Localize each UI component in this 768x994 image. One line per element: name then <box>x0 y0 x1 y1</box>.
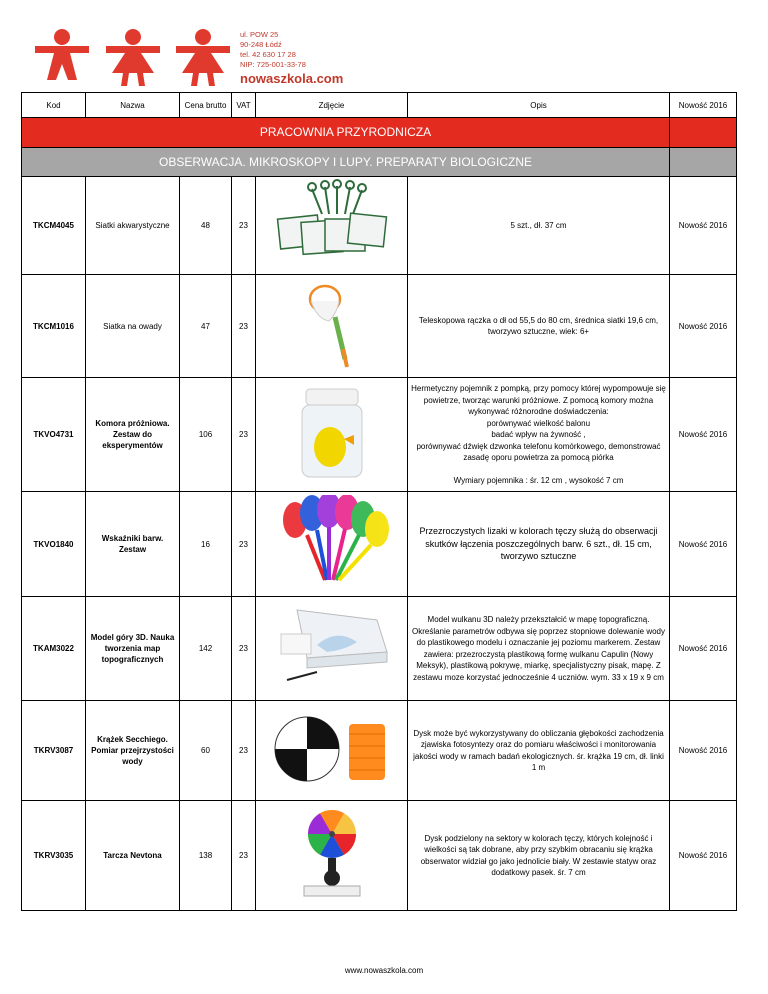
description-line: porównywać dźwięk dzwonka telefonu komórkowego, demonstrować zasadę oporu powietrza za pomocą piórka <box>416 441 661 462</box>
product-new-badge: Nowość 2016 <box>670 378 737 492</box>
description-dimensions: Wymiary pojemnika : śr. 12 cm , wysokość 7 cm <box>453 475 624 485</box>
product-description: Dysk podzielony na sektory w kolorach tęczy, których kolejność i wielkości są tak dobrane, aby przy szybkim obracaniu się krążka obserwator widział go jako jednolicie biały. W zestawie statyw oraz dodatkowy pasek. śr. 7 cm <box>408 801 670 911</box>
col-header-vat: VAT <box>232 93 256 118</box>
product-price: 47 <box>180 275 232 378</box>
col-header-new: Nowość 2016 <box>670 93 737 118</box>
product-code: TKVO4731 <box>22 378 86 492</box>
product-code: TKVO1840 <box>22 492 86 597</box>
table-header-row <box>22 93 737 118</box>
col-header-name: Nazwa <box>86 93 180 118</box>
product-price: 106 <box>180 378 232 492</box>
product-photo <box>256 597 408 701</box>
secchi-disk-image <box>267 704 397 794</box>
product-new-badge: Nowość 2016 <box>670 177 737 275</box>
product-description: Dysk może być wykorzystywany do obliczania głębokości zachodzenia zjawiska fotosyntezy oraz do pomiaru właściwości i monitorowania jakości wody w ramach badań ekologicznych. śr. krążka 19 cm, dł. linki 1 m <box>408 701 670 801</box>
logo <box>30 28 235 88</box>
col-header-code: Kod <box>22 93 86 118</box>
category-row-empty <box>670 118 737 148</box>
product-description: 5 szt., dł. 37 cm <box>408 177 670 275</box>
col-header-description: Opis <box>408 93 670 118</box>
address-line: NIP: 725-001-33-78 <box>240 60 306 69</box>
footer-website: www.nowaszkola.com <box>344 966 424 975</box>
product-vat: 23 <box>232 801 256 911</box>
product-name: Komora próżniowa. Zestaw do eksperymentów <box>86 378 180 492</box>
product-new-badge: Nowość 2016 <box>670 275 737 378</box>
description-text: Hermetyczny pojemnik z pompką, przy pomocy której wypompowuje się powietrze, tworząc warunki próżniowe. Z pomocą komory można wykonywać różnorodne doświadczenia: <box>411 384 666 416</box>
product-price: 60 <box>180 701 232 801</box>
description-line: porównywać wielkość balonu <box>486 418 591 428</box>
product-vat: 23 <box>232 701 256 801</box>
product-description: Model wulkanu 3D należy przekształcić w mapę topograficzną. Określanie parametrów odbywa się poprzez stopniowe dolewanie wody do plastikowego modelu i oznaczanie jej poziomu markerem. Zestaw zawiera: przezroczystą plastikową formę wulkanu Capulin (Nowy Meksyk), plastikową pokrywę, miarkę, specjalistyczny pisak, mapę. Z zestawu moze korzystać jednocześnie 4 uczniów. wym. 33 x 19 x 9 cm <box>408 597 670 701</box>
product-description: Przezroczystych lizaki w kolorach tęczy służą do obserwacji skutków łączenia poszczególnych barw. 6 szt., dł. 15 cm, tworzywo sztuczne <box>408 492 670 597</box>
product-vat: 23 <box>232 597 256 701</box>
product-new-badge: Nowość 2016 <box>670 492 737 597</box>
table-row <box>22 701 737 801</box>
description-line: badać wpływ na żywność , <box>491 430 586 439</box>
product-code: TKCM4045 <box>22 177 86 275</box>
address-line: tel. 42 630 17 28 <box>240 50 296 59</box>
color-paddles-image <box>267 495 397 590</box>
table-row <box>22 801 737 911</box>
newton-disk-image <box>282 804 382 904</box>
col-header-price: Cena brutto <box>180 93 232 118</box>
product-code: TKCM1016 <box>22 275 86 378</box>
aquarium-nets-image <box>267 179 397 269</box>
table-row <box>22 177 737 275</box>
subcategory-row <box>22 148 737 177</box>
category-row <box>22 118 737 148</box>
product-vat: 23 <box>232 275 256 378</box>
subcategory-row-empty <box>670 148 737 177</box>
product-vat: 23 <box>232 492 256 597</box>
product-price: 16 <box>180 492 232 597</box>
vacuum-chamber-image <box>292 381 372 486</box>
product-photo <box>256 492 408 597</box>
product-code: TKRV3087 <box>22 701 86 801</box>
product-name: Krążek Secchiego. Pomiar przejrzystości wody <box>86 701 180 801</box>
product-table <box>21 92 737 911</box>
product-photo <box>256 177 408 275</box>
product-vat: 23 <box>232 177 256 275</box>
product-name: Model góry 3D. Nauka tworzenia map topograficznych <box>86 597 180 701</box>
table-row <box>22 597 737 701</box>
table-row <box>22 275 737 378</box>
category-title: PRACOWNIA PRZYRODNICZA <box>22 118 670 148</box>
product-description <box>408 378 670 492</box>
company-website[interactable]: nowaszkola.com <box>240 71 344 86</box>
subcategory-title: OBSERWACJA. MIKROSKOPY I LUPY. PREPARATY BIOLOGICZNE <box>22 148 670 177</box>
product-code: TKRV3035 <box>22 801 86 911</box>
product-photo <box>256 701 408 801</box>
product-name: Tarcza Nevtona <box>86 801 180 911</box>
product-name: Siatka na owady <box>86 275 180 378</box>
product-price: 48 <box>180 177 232 275</box>
product-name: Wskaźniki barw. Zestaw <box>86 492 180 597</box>
product-photo <box>256 275 408 378</box>
table-row <box>22 492 737 597</box>
address-line: ul. POW 25 <box>240 30 279 39</box>
mountain-model-image <box>267 600 397 695</box>
insect-net-image <box>287 277 377 372</box>
product-new-badge: Nowość 2016 <box>670 801 737 911</box>
col-header-photo: Zdjęcie <box>256 93 408 118</box>
product-code: TKAM3022 <box>22 597 86 701</box>
address-line: 90-248 Łódź <box>240 40 282 49</box>
product-price: 142 <box>180 597 232 701</box>
product-vat: 23 <box>232 378 256 492</box>
table-row <box>22 378 737 492</box>
product-new-badge: Nowość 2016 <box>670 701 737 801</box>
product-photo <box>256 378 408 492</box>
product-description: Teleskopowa rączka o dł od 55,5 do 80 cm, średnica siatki 19,6 cm, tworzywo sztuczne, wiek: 6+ <box>408 275 670 378</box>
product-price: 138 <box>180 801 232 911</box>
product-new-badge: Nowość 2016 <box>670 597 737 701</box>
product-name: Siatki akwarystyczne <box>86 177 180 275</box>
company-address <box>240 30 306 70</box>
product-photo <box>256 801 408 911</box>
